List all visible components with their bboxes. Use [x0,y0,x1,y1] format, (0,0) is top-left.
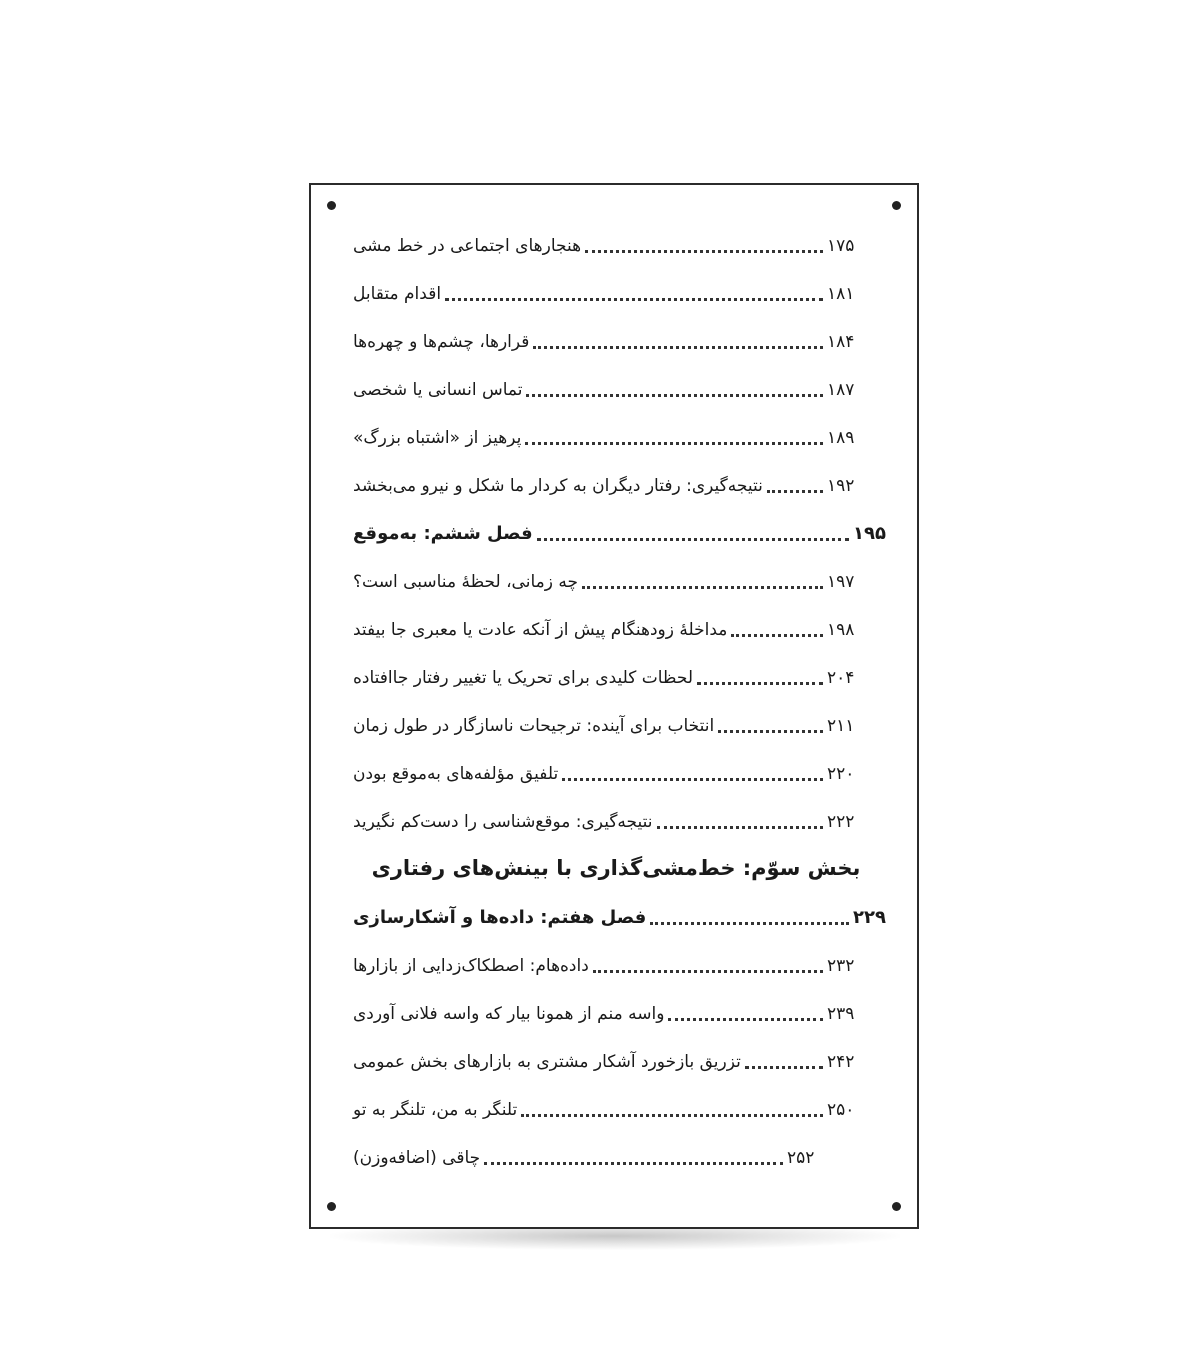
toc-entry-title: نتیجه‌گیری: موقع‌شناسی را دست‌کم نگیرید [353,812,653,832]
dot-leader [562,778,823,781]
toc-page [309,183,919,1229]
dot-leader [525,442,823,445]
toc-entry-page: ۱۹۸ [827,620,855,640]
toc-entry-page: ۲۵۰ [827,1100,855,1120]
toc-entry [353,415,863,451]
toc-entry-page: ۱۸۱ [827,284,855,304]
toc-entry-page: ۱۸۷ [827,380,855,400]
toc-entry-page: ۱۸۹ [827,428,855,448]
toc-entry-title: تلنگر به من، تلنگر به تو [353,1100,518,1120]
dot-leader [745,1066,823,1069]
dot-leader [697,682,823,685]
toc-entry-page: ۲۰۴ [827,668,855,688]
toc-entry [353,655,863,691]
dot-leader [668,1018,823,1021]
toc-entry-page: ۲۴۲ [827,1052,855,1072]
dot-leader [718,730,823,733]
dot-leader [585,250,823,253]
toc-chapter-title: فصل ششم: به‌موقع [353,523,533,544]
dot-leader [484,1162,783,1165]
dot-leader [521,1114,823,1117]
toc-entry-title: تلفیق مؤلفه‌های به‌موقع بودن [353,764,559,784]
dot-leader [537,538,849,541]
toc-entry-page: ۱۷۵ [827,236,855,256]
toc-entry-title: مداخلهٔ زودهنگام پیش از آنکه عادت یا معبری جا بیفتد [353,620,728,640]
toc-entry [353,271,863,307]
toc-entry-title: اقدام متقابل [353,284,442,304]
table-of-contents [311,185,917,1227]
dot-leader [445,298,823,301]
toc-entry-title: واسه منم از همونا بیار که واسه فلانی آوردی [353,1004,665,1024]
toc-entry-page: ۱۸۴ [827,332,855,352]
toc-entry [353,559,863,595]
toc-entry-title: لحظات کلیدی برای تحریک یا تغییر رفتار جاافتاده [353,668,694,688]
toc-entry [353,1087,863,1123]
toc-entry-title: قرارها، چشم‌ها و چهره‌ها [353,332,530,352]
toc-entry [353,367,863,403]
part-heading: بخش سوّم: خط‌مشی‌گذاری با بینش‌های رفتاری [371,856,861,880]
toc-entry-page: ۲۳۲ [827,956,855,976]
toc-entry [353,607,863,643]
toc-entry-title: تماس انسانی یا شخصی [353,380,523,400]
dot-leader [650,922,849,925]
toc-chapter-page: ۱۹۵ [853,523,886,544]
dot-leader [657,826,824,829]
toc-entry-title: چاقی (اضافه‌وزن) [353,1148,481,1168]
dot-leader [767,490,823,493]
toc-chapter-page: ۲۲۹ [853,907,886,928]
toc-entry-title: هنجارهای اجتماعی در خط مشی [353,236,582,256]
toc-entry-page: ۲۱۱ [827,716,855,736]
toc-entry [353,703,863,739]
toc-entry-title: انتخاب برای آینده: ترجیحات ناسازگار در طول زمان [353,716,715,736]
toc-entry-title: چه زمانی، لحظهٔ مناسبی است؟ [353,572,578,592]
dot-leader [593,970,823,973]
toc-entry-page: ۲۳۹ [827,1004,855,1024]
dot-leader [731,634,823,637]
toc-entry [353,943,863,979]
toc-entry-title: تزریق بازخورد آشکار مشتری به بازارهای بخش عمومی [353,1052,741,1072]
toc-entry [353,991,863,1027]
toc-entry-title: نتیجه‌گیری: رفتار دیگران به کردار ما شکل و نیرو می‌بخشد [353,476,763,496]
toc-entry-page: ۱۹۲ [827,476,855,496]
toc-entry-title: داده‌هام: اصطکاک‌زدایی از بازارها [353,956,589,976]
toc-entry [353,1039,863,1075]
toc-chapter [353,511,889,547]
dot-leader [526,394,823,397]
toc-entry-title: پرهیز از «اشتباه بزرگ» [353,428,522,448]
toc-entry-page: ۱۹۷ [827,572,855,592]
toc-chapter [353,895,889,931]
toc-chapter-title: فصل هفتم: داده‌ها و آشکارسازی [353,907,647,928]
toc-entry [353,319,863,355]
toc-entry-page: ۲۵۲ [787,1148,815,1168]
toc-entry-page: ۲۲۰ [827,764,855,784]
toc-entry [353,751,863,787]
toc-entry [353,799,863,835]
toc-entry [353,1135,823,1171]
toc-entry [353,223,863,259]
toc-entry [353,463,863,499]
dot-leader [582,586,823,589]
dot-leader [533,346,823,349]
toc-entry-page: ۲۲۲ [827,812,855,832]
